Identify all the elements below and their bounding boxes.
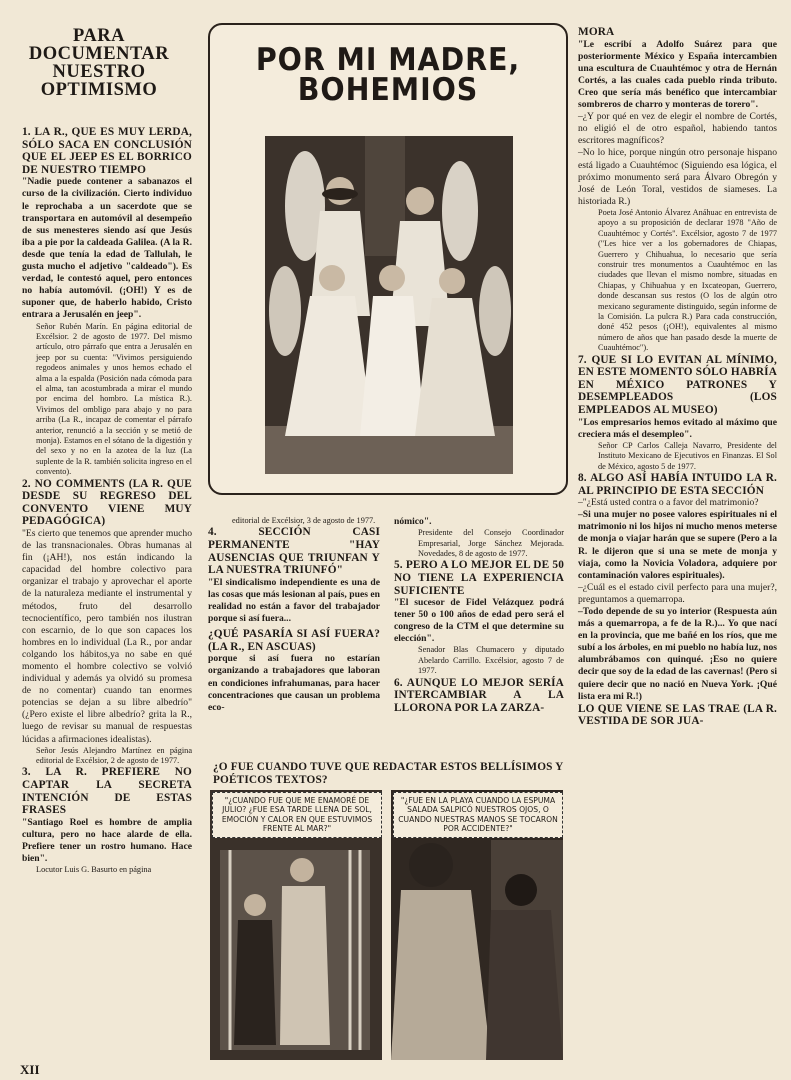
section-6-source: Poeta José Antonio Álvarez Anáhuac en entrevista de apoyo a su proposición de declarar 1978 "Año de Cuauhtémoc y Cortés". Excélsior, agosto 7 de 1977 ("Les hice ver a los gobernadores de Chiapas, Guerrero y Chihuahua, lo necesario que sería construir tres monumentos a Cuauhtémoc en las ciudades que llevan el mismo nombre, situadas en Chiapas, y Chihuahua y en Ixcateopan, Guerrero, donde descansan sus restos (O los de algún otro mexicano seguramente distinguido, según informe de la Comisión. La pulcra R.) Para cada construcción, doné 452 pesos (¡OH!), equivalentes al mismo número de años que han pasado desde la muerte de Cuauhtémoc").	[598, 207, 777, 353]
section-3-source: Locutor Luis G. Basurto en página	[36, 865, 152, 875]
column-2	[208, 516, 380, 714]
section-4-rest: porque si así fuera no estarían organizando a trabajadores que laboran en condiciones infrahumanas, para hacer concentraciones que causan un problema eco-	[208, 653, 380, 713]
section-5-quote: "El sucesor de Fidel Velázquez podrá tener 50 o 100 años de edad pero será el congreso de la CTM el que determine su elección".	[394, 597, 564, 645]
caption-2: "¿FUE EN LA PLAYA CUANDO LA ESPUMA SALADA SALPICÓ NUESTROS OJOS, O CUANDO NUESTRAS MANOS SE TOCARON POR ACCIDENTE?"	[393, 792, 563, 838]
section-8-a1: –Si una mujer no posee valores espirituales ni el matrimonio ni los hijos ni mucho menos meterse de monja o viajar harán que se supere (Pero a la R. le dijeron que si una se mete de monja y viaja, como la Novicia Voladora, adquiere por contaminación valores espirituales).	[578, 509, 777, 581]
section-8-q2: –¿Cuál es el estado civil perfecto para una mujer?, preguntamos a quemarropa.	[578, 581, 777, 605]
section-3-heading: 3. LA R. PREFIERE NO CAPTAR LA SECRETA INTENCIÓN DE ESTAS FRASES	[22, 766, 192, 817]
section-4-end: nómico".	[394, 516, 432, 527]
section-3-quote: "Santiago Roel es hombre de amplia cultura, pero no hace alarde de ella. Prefiere tener un rostro humano. Hace bien".	[22, 816, 192, 865]
section-6-question: –¿Y por qué en vez de elegir el nombre de Cortés, no eligió el de otro español, habiendo tantos escritores magníficos?	[578, 111, 777, 147]
section-8-heading: 8. ALGO ASÍ HABÍA INTUIDO LA R. AL PRINCIPIO DE ESTA SECCIÓN	[578, 471, 777, 497]
section-6-heading: 6. AUNQUE LO MEJOR SERÍA INTERCAMBIAR A LA LLORONA POR LA ZARZA-	[394, 676, 564, 714]
section-4-quote: "El sindicalismo independiente es una de las cosas que más lesionan al país, pues en realidad no están a favor del trabajador porque si así fuera...	[208, 576, 380, 625]
section-6-answer: –No lo hice, porque ningún otro personaje hispano está ligado a Cuauhtémoc (Siguiendo esa lógica, el próximo monumento será para Álvaro Obregón y José de León Toral, vestidos de siameses. La historiada R.)	[578, 147, 777, 207]
section-4-source: Presidente del Consejo Coordinador Empresarial, Jorge Sánchez Mejorada. Novedades, 8 de agosto de 1977.	[418, 528, 564, 558]
section-7-quote: "Los empresarios hemos evitado al máximo que creciera más el desempleo".	[578, 416, 777, 440]
section-5-heading: 5. PERO A LO MEJOR EL DE 50 NO TIENE LA EXPERIENCIA SUFICIENTE	[394, 559, 564, 597]
section-1-source: Señor Rubén Marín. En página editorial de Excélsior. 2 de agosto de 1977. Del mismo artículo, otro párrafo que entra a Jerusalén en jeep por su cuenta: "Vivimos persiguiendo regodeos animales y unos hemos echado el alma a la espalda (Posición nada cómoda para el alma, tan acostumbrada a mirar el mundo por encima del hombro. La mística R.). Vivimos del ombligo para abajo y no para arriba (La R., incapaz de comentar el párrafo anterior, renunció a la sección y se metió de monja). Estamos en el sótano de la digestión y del sexo y no en la azotea de la luz (La suplente de la R. también solicita ingreso en el convento).	[36, 321, 192, 477]
section-6-quote: "Le escribí a Adolfo Suárez para que posteriormente México y España intercambien una escultura de Cuauhtémoc y otra de Hernán Cortés, a las cuales cada pueblo rinda tributo. Creo que sería más benéfico que intercambiar sombreros de charro y monteras de torero".	[578, 38, 777, 111]
section-2-quote: "Es cierto que tenemos que aprender mucho de las transnacionales. Obras humanas al fin (¡AH!), nos están indicando la capacidad del hombre colectivo para organizar el trabajo y aprovechar el aporte de la naturaleza mediante el instrumental y métodos, fruto del desarrollo tecnocientífico, pero también nos ilustran con escarnio, de lo que son capaces los hombres en lo individual (La R., por andar colgando los hábitos,ya no sabe en qué momento el hombre colectivo se volvió individual y además ya olvidó su promesa de no comentar) cuando tan enormes potencias se dejan a su libre albedrío" (¿Pero existe el libre albedrío? grita la R., luego de revisar su manual de respuestas lúcidas a afirmaciones idealistas).	[22, 527, 192, 745]
section-2-heading: 2. NO COMMENTS (LA R. QUE DESDE SU REGRESO DEL CONVENTO VIENE MUY PEDAGÓGICA)	[22, 477, 192, 528]
angels-photo-illustration	[265, 136, 513, 474]
caption-1: "¿CUANDO FUE QUE ME ENAMORÉ DE JULIO? ¿FUE ESA TARDE LLENA DE SOL, EMOCIÓN Y CALOR EN QUE ESTUVIMOS FRENTE AL MAR?"	[212, 792, 382, 838]
poster-title: POR MI MADRE, BOHEMIOS	[255, 42, 521, 108]
section-4-heading: 4. SECCIÓN CASI PERMANENTE "HAY AUSENCIAS QUE TRIUNFAN Y LA NUESTRA TRIUNFÓ"	[208, 526, 380, 577]
section-7-heading: 7. QUE SI LO EVITAN AL MÍNIMO, EN ESTE MOMENTO SÓLO HABRÍA EN MÉXICO PATRONES Y DESEMPLEADOS (LOS EMPLEADOS AL MUSEO)	[578, 353, 777, 416]
section-1-quote: "Nadie puede contener a sabanazos el curso de la civilización. Cierto individuo le reprochaba a un sacerdote que se transportara en automóvil al desempeño de sus menesteres siendo así que Jesús iba a pie por la caldeada Galilea. (A la R. desde que tenía la edad de Tallulah, le gusta mucho el adjetivo "caldeado"). Es verdad, le contestó aquel, pero entonces no había automóvil. (¡OH!) Y es de suponer que, de haberlo habido, Cristo entrara a Jerusalén en jeep".	[22, 176, 192, 321]
column-4	[578, 26, 777, 728]
page-number: XII	[20, 1062, 40, 1077]
section-3-source-continued: editorial de Excélsior, 3 de agosto de 1977.	[232, 516, 376, 525]
section-8-a2: –Todo depende de su yo interior (Respuesta aún más a quemarropa, a fe de la R.)... Yo que nací en la provincia, que me bañé en los ríos, que me subí a los árboles, en mi pueblo no había luz, nos alumbrábamos con quinqué. ¡Eso no quiere decir que soy de la edad de las cavernas! (Pero si quiere decir que no nació en Nueva York. ¡Qué lista era mi R.!)	[578, 606, 777, 702]
column-1	[22, 126, 192, 876]
poetic-texts-heading: ¿O FUE CUANDO TUVE QUE REDACTAR ESTOS BELLÍSIMOS Y POÉTICOS TEXTOS?	[213, 761, 564, 786]
section-6-heading-end: MORA	[578, 26, 615, 38]
angels-photo	[265, 136, 513, 474]
section-2-source: Señor Jesús Alejandro Martínez en página editorial de Excélsior, 2 de agosto de 1977.	[36, 745, 192, 766]
poster-box	[208, 23, 568, 495]
section-9-heading: LO QUE VIENE SE LAS TRAE (LA R. VESTIDA DE SOR JUA-	[578, 702, 777, 728]
section-8-q1: –"¿Está usted contra o a favor del matrimonio?	[578, 497, 759, 509]
page-title: PARA DOCUMENTAR NUESTRO OPTIMISMO	[28, 26, 170, 100]
section-1-heading: 1. LA R., QUE ES MUY LERDA, SÓLO SACA EN CONCLUSIÓN QUE EL JEEP ES EL BORRICO DE NUESTRO TIEMPO	[22, 126, 192, 176]
column-3	[394, 516, 564, 714]
section-7-source: Señor CP Carlos Calleja Navarro, Presidente del Instituto Mexicano de Ejecutivos en Finanzas. El Sol de México, agosto 5 de 1977.	[598, 440, 777, 471]
section-5-source: Senador Blas Chumacero y diputado Abelardo Carrillo. Excélsior, agosto 7 de 1977.	[418, 645, 564, 676]
section-4-aside: ¿QUÉ PASARÍA SI ASÍ FUERA? (LA R., EN ASCUAS)	[208, 628, 380, 653]
